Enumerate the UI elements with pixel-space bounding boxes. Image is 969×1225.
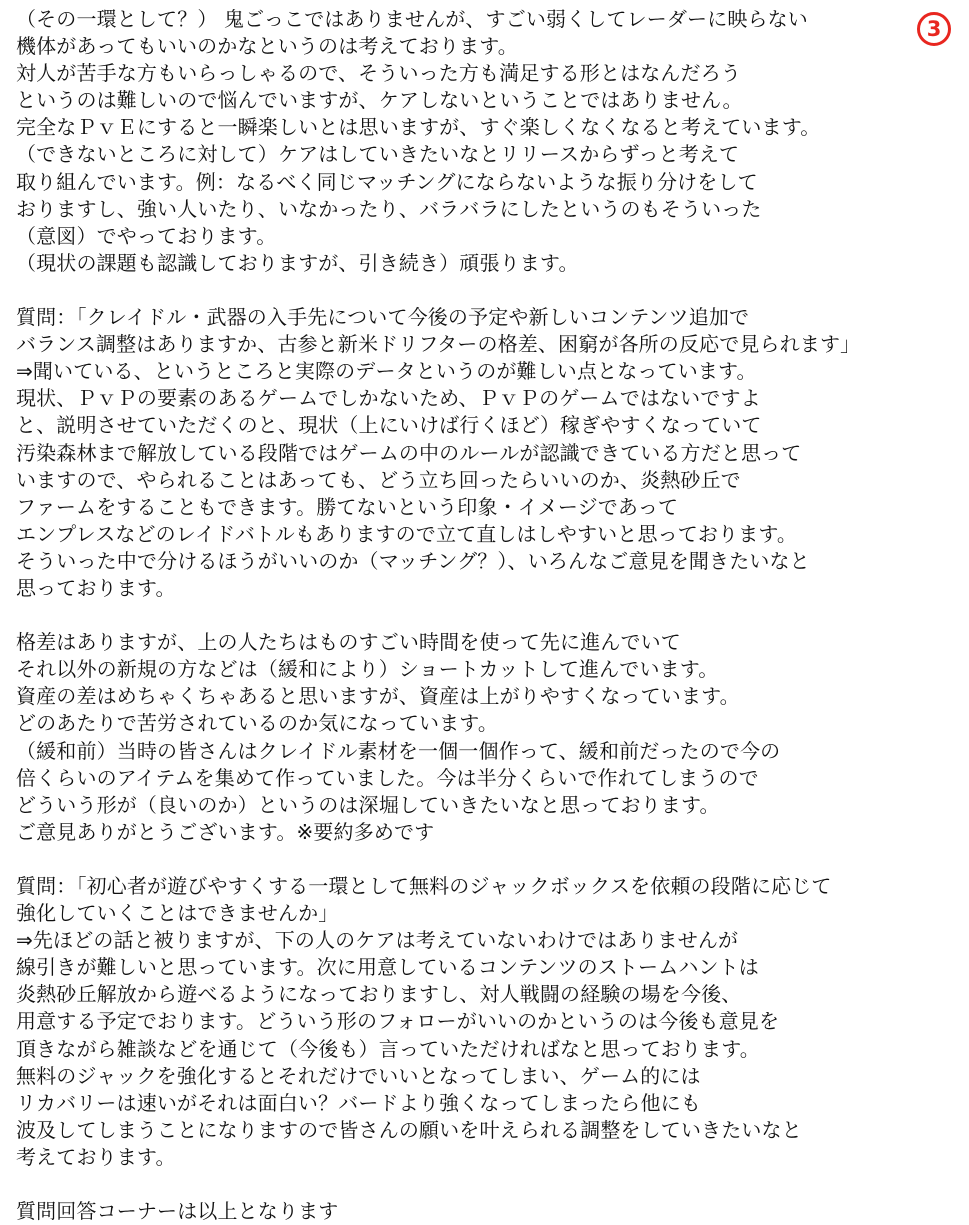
text-line: 資産の差はめちゃくちゃあると思いますが、資産は上がりやすくなっています。 (16, 684, 740, 709)
text-line: 思っております。 (16, 575, 176, 600)
text-line: そういった中で分けるほうがいいのか（マッチング？）、いろんなご意見を聞きたいなと (16, 548, 810, 573)
text-line: 炎熱砂丘解放から遊べるようになっておりますし、対人戦闘の経験の場を今後、 (16, 982, 742, 1007)
text-line: 現状、ＰｖＰの要素のあるゲームでしかないため、ＰｖＰのゲームではないですよ (16, 386, 761, 411)
document-body (16, 6, 951, 1225)
text-line: 波及してしまうことになりますので皆さんの願いを叶えられる調整をしていきたいなと (16, 1117, 802, 1142)
text-line: バランス調整はありますか、古参と新米ドリフターの格差、困窮が各所の反応で見られます」 (16, 332, 861, 357)
text-line: 考えております。 (16, 1144, 176, 1169)
text-line: 質問：「クレイドル・武器の入手先について今後の予定や新しいコンテンツ追加で (16, 305, 750, 330)
text-line: どういう形が（良いのか）というのは深堀していきたいなと思っております。 (16, 792, 720, 817)
text-line: （緩和前）当時の皆さんはクレイドル素材を一個一個作って、緩和前だったので今の (16, 738, 781, 763)
text-line: （できないところに対して）ケアはしていきたいなとリリースからずっと考えて (16, 142, 740, 167)
text-line: それ以外の新規の方などは（緩和により）ショートカットして進んでいます。 (16, 657, 719, 682)
text-line: エンプレスなどのレイドバトルもありますので立て直しはしやすいと思っております。 (16, 521, 798, 546)
text-line: リカバリーは速いがそれは面白い？バードより強くなってしまったら他にも (16, 1090, 701, 1115)
text-line: 無料のジャックを強化するとそれだけでいいとなってしまい、ゲーム的には (16, 1063, 701, 1088)
page-number-badge: 3 (917, 12, 951, 46)
text-line: 用意する予定でおります。どういう形のフォローがいいのかというのは今後も意見を (16, 1009, 780, 1034)
text-line: （現状の課題も認識しておりますが、引き続き）頑張ります。 (16, 250, 579, 275)
text-line: ご意見ありがとうございます。※要約多めです (16, 819, 435, 844)
paragraph-break (16, 1171, 951, 1198)
text-line: 汚染森林まで解放している段階ではゲームの中のルールが認識できている方だと思って (16, 440, 802, 465)
text-line: と、説明させていただくのと、現状（上にいけば行くほど）稼ぎやすくなっていて (16, 413, 762, 438)
text-line: というのは難しいので悩んでいますが、ケアしないということではありません。 (16, 88, 743, 113)
text-line: どのあたりで苦労されているのか気になっています。 (16, 711, 498, 736)
text-line: 格差はありますが、上の人たちはものすごい時間を使って先に進んでいて (16, 630, 681, 655)
text-line: ⇒聞いている、というところと実際のデータというのが難しい点となっています。 (16, 359, 757, 384)
text-line: 頂きながら雑談などを通じて（今後も）言っていただければなと思っております。 (16, 1036, 760, 1061)
text-line: 強化していくことはできませんか」 (16, 901, 339, 926)
text-line: 倍くらいのアイテムを集めて作っていました。今は半分くらいで作れてしまうので (16, 765, 759, 790)
text-line: （その一環として？） 鬼ごっこではありませんが、すごい弱くしてレーダーに映らない (16, 7, 808, 31)
text-line: 完全なＰｖＥにすると一瞬楽しいとは思いますが、すぐ楽しくなくなると考えています。 (16, 115, 821, 140)
text-line: 対人が苦手な方もいらっしゃるので、そういった方も満足する形とはなんだろう (16, 61, 741, 86)
text-line: おりますし、強い人いたり、いなかったり、バラバラにしたというのもそういった (16, 196, 762, 221)
text-line: 取り組んでいます。例：なるべく同じマッチングにならないような振り分けをして (16, 169, 758, 194)
text-line: 線引きが難しいと思っています。次に用意しているコンテンツのストームハントは (16, 955, 759, 980)
paragraph-break (16, 846, 951, 873)
text-line: いますので、やられることはあっても、どう立ち回ったらいいのか、炎熱砂丘で (16, 467, 741, 492)
text-line: ⇒先ほどの話と被りますが、下の人のケアは考えていないわけではありませんが (16, 928, 739, 953)
paragraph-break (16, 277, 951, 304)
text-line: 質問回答コーナーは以上となります (16, 1199, 339, 1224)
text-line: ファームをすることもできます。勝てないという印象・イメージであって (16, 494, 679, 519)
text-line: 質問：「初心者が遊びやすくする一環として無料のジャックボックスを依頼の段階に応じて (16, 874, 832, 898)
text-line: 機体があってもいいのかなというのは考えております。 (16, 34, 518, 59)
text-line: （意図）でやっております。 (16, 223, 277, 248)
paragraph-break (16, 602, 951, 629)
